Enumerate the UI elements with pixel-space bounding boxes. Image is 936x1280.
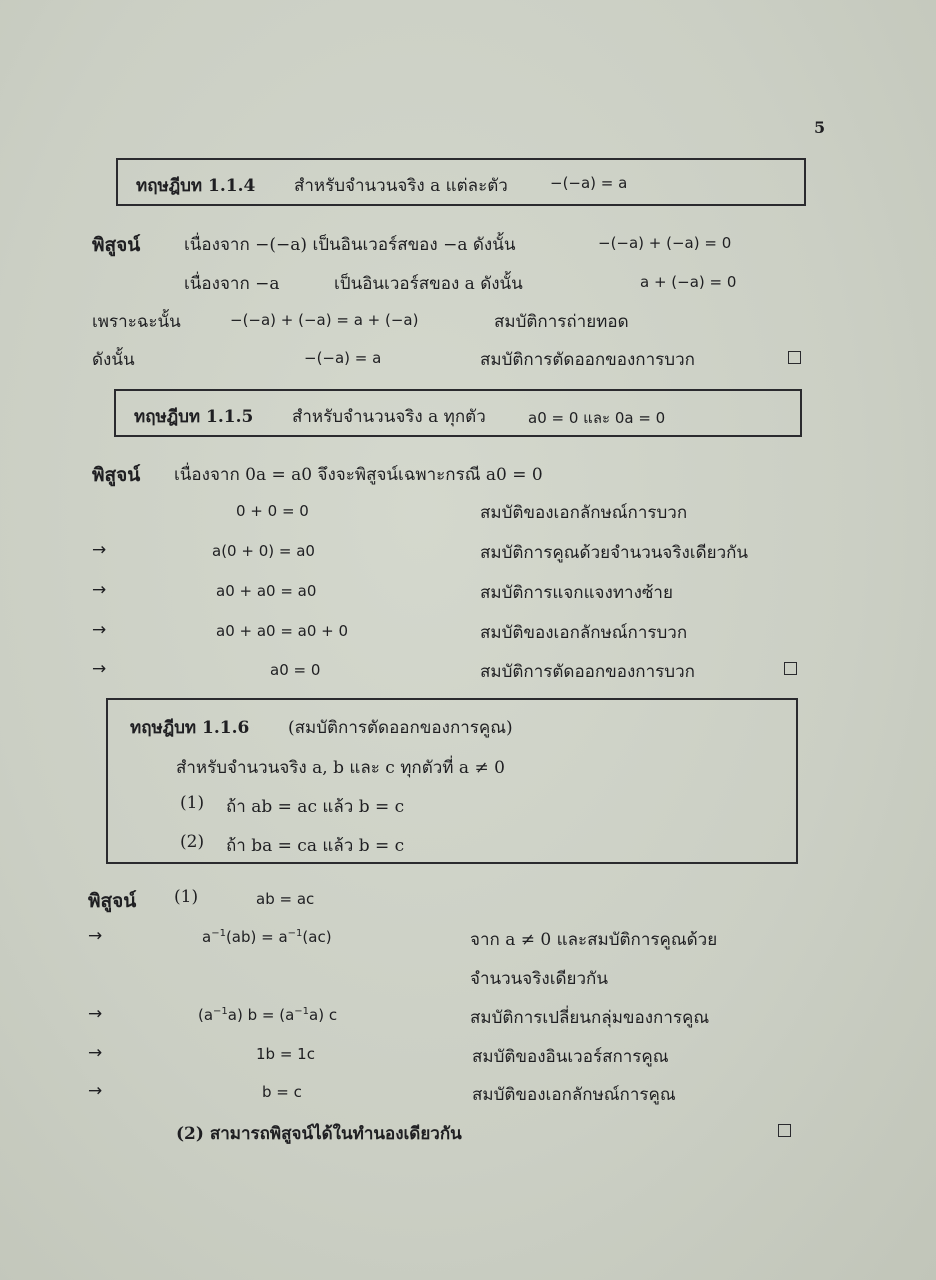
qed-square-icon	[778, 1124, 791, 1137]
theorem-formula: −(−a) = a	[550, 174, 628, 192]
proof-equation: a(0 + 0) = a0	[212, 542, 315, 560]
proof-intro: เนื่องจาก 0a = a0 จึงจะพิสูจน์เฉพาะกรณี a0 = 0	[174, 465, 543, 485]
theorem-item: ถ้า ab = ac แล้ว b = c	[226, 797, 405, 817]
proof-equation: a0 + a0 = a0 + 0	[216, 622, 349, 640]
proof-reason: สมบัติการตัดออกของการบวก	[480, 662, 695, 682]
proof-text: ดังนั้น	[92, 350, 135, 370]
proof-reason: สมบัติการตัดออกของการบวก	[480, 350, 695, 370]
proof-reason: สมบัติการถ่ายทอด	[494, 312, 629, 332]
proof-reason: สมบัติของเอกลักษณ์การบวก	[480, 623, 688, 643]
theorem-statement: สำหรับจำนวนจริง a ทุกตัว	[292, 407, 486, 427]
theorem-line: สำหรับจำนวนจริง a, b และ c ทุกตัวที่ a ≠ 0	[176, 758, 505, 778]
proof-reason: สมบัติการเปลี่ยนกลุ่มของการคูณ	[470, 1008, 710, 1028]
page-number: 5	[814, 118, 826, 137]
proof-equation: a0 + a0 = a0	[216, 582, 317, 600]
theorem-label: ทฤษฎีบท 1.1.5	[134, 407, 254, 427]
proof-text: เป็นอินเวอร์สของ a ดังนั้น	[334, 274, 523, 294]
proof-equation: ab = ac	[256, 890, 315, 908]
proof-reason: จำนวนจริงเดียวกัน	[470, 969, 608, 989]
arrow-right-icon: →	[88, 926, 103, 946]
proof-reason: สมบัติการคูณด้วยจำนวนจริงเดียวกัน	[480, 543, 749, 563]
theorem-formula: a0 = 0 และ 0a = 0	[528, 409, 666, 427]
theorem-label: ทฤษฎีบท 1.1.4	[136, 176, 256, 196]
proof-reason: สมบัติของเอกลักษณ์การบวก	[480, 503, 688, 523]
proof-equation: 0 + 0 = 0	[236, 502, 309, 520]
proof-equation: −(−a) + (−a) = a + (−a)	[230, 311, 419, 329]
qed-square-icon	[788, 351, 801, 364]
proof-equation: a + (−a) = 0	[640, 273, 737, 291]
proof-equation: −(−a) = a	[304, 349, 382, 367]
proof-equation: $(a^{-1}a) b = (a^{-1}a)$ c	[198, 1006, 338, 1024]
proof-label: พิสูจน์	[92, 464, 141, 486]
qed-square-icon	[784, 662, 797, 675]
theorem-item-number: (2)	[180, 832, 205, 852]
proof-equation: a0 = 0	[270, 661, 321, 679]
proof-equation: 1b = 1c	[256, 1045, 315, 1063]
arrow-right-icon: →	[92, 580, 107, 600]
theorem-1-1-5-box	[114, 389, 802, 437]
proof-text: เนื่องจาก −a	[184, 274, 280, 294]
proof-equation: −(−a) + (−a) = 0	[598, 234, 732, 252]
arrow-right-icon: →	[92, 620, 107, 640]
proof-label: พิสูจน์	[92, 234, 141, 256]
theorem-item: ถ้า ba = ca แล้ว b = c	[226, 836, 405, 856]
proof-text: เนื่องจาก −(−a) เป็นอินเวอร์สของ −a ดังนั้น	[184, 235, 516, 255]
theorem-1-1-4-box	[116, 158, 806, 206]
arrow-right-icon: →	[92, 659, 107, 679]
proof-reason: สมบัติของอินเวอร์สการคูณ	[472, 1047, 669, 1067]
theorem-title: (สมบัติการตัดออกของการคูณ)	[288, 718, 513, 738]
theorem-label: ทฤษฎีบท 1.1.6	[130, 718, 250, 738]
proof-reason: จาก a ≠ 0 และสมบัติการคูณด้วย	[470, 930, 718, 950]
arrow-right-icon: →	[92, 540, 107, 560]
theorem-statement: สำหรับจำนวนจริง a แต่ละตัว	[294, 176, 508, 196]
proof-case: (2) สามารถพิสูจน์ได้ในทำนองเดียวกัน	[176, 1124, 462, 1144]
arrow-right-icon: →	[88, 1043, 103, 1063]
proof-equation: $a^{-1}(ab) = a^{-1}(ac)$	[202, 928, 332, 946]
proof-label: พิสูจน์	[88, 890, 137, 912]
theorem-item-number: (1)	[180, 793, 205, 813]
proof-reason: สมบัติของเอกลักษณ์การคูณ	[472, 1085, 676, 1105]
arrow-right-icon: →	[88, 1004, 103, 1024]
theorem-1-1-6-box	[106, 698, 798, 864]
proof-equation: b = c	[262, 1083, 302, 1101]
proof-text: เพราะฉะนั้น	[92, 312, 181, 332]
proof-case: (1)	[174, 887, 199, 907]
proof-reason: สมบัติการแจกแจงทางซ้าย	[480, 583, 673, 603]
arrow-right-icon: →	[88, 1081, 103, 1101]
